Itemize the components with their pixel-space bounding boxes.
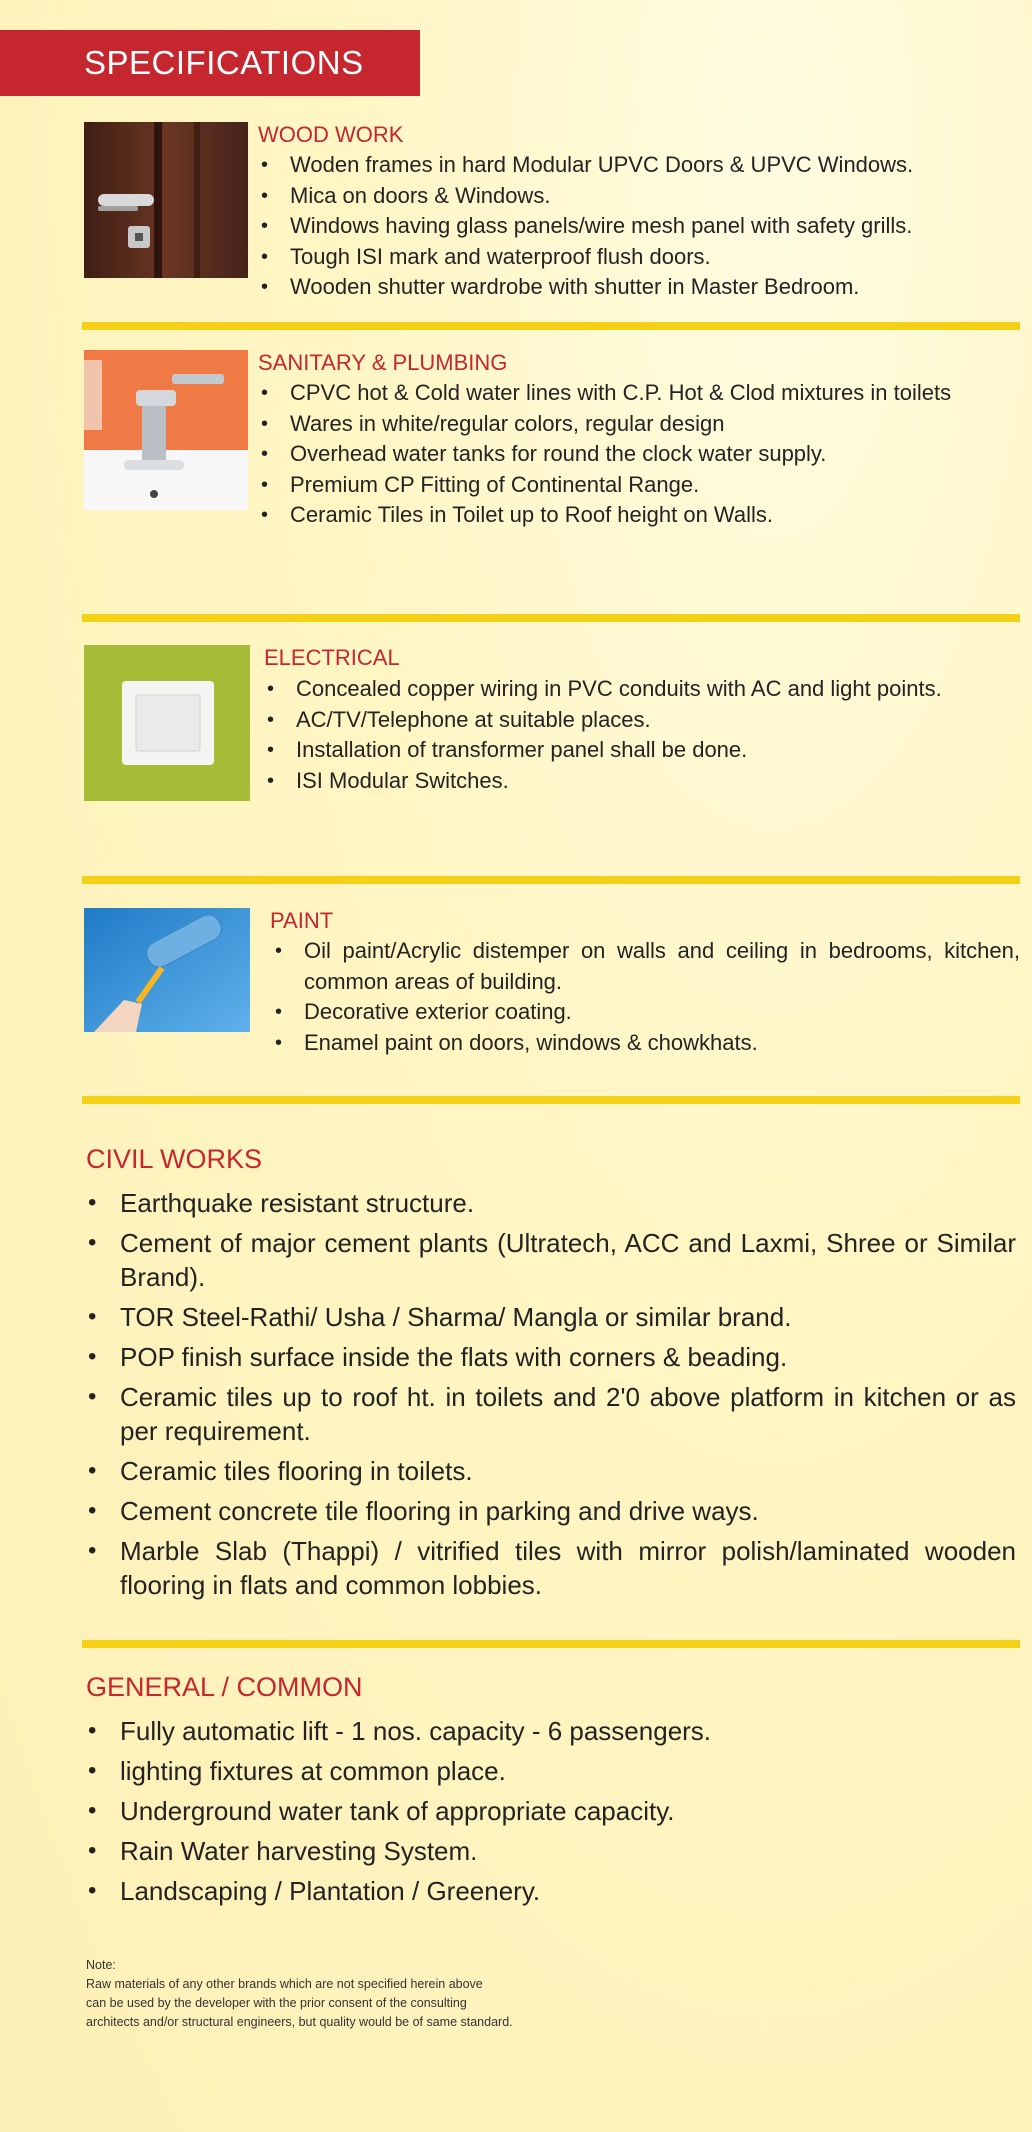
list-item: • ISI Modular Switches.	[264, 766, 1020, 797]
list-item: • POP finish surface inside the flats with corners & beading.	[86, 1340, 1016, 1374]
list-item: • Ceramic tiles up to roof ht. in toilets and 2'0 above platform in kitchen or as per requirement.	[86, 1380, 1016, 1448]
note-line: Raw materials of any other brands which are not specified herein above	[86, 1977, 483, 1991]
list-item: • Woden frames in hard Modular UPVC Doors & UPVC Windows.	[258, 150, 1020, 181]
general-common-list	[86, 1714, 1016, 1914]
list-item: • Wooden shutter wardrobe with shutter in Master Bedroom.	[258, 272, 1020, 303]
list-item: • Enamel paint on doors, windows & chowkhats.	[272, 1028, 1020, 1059]
list-item: • Wares in white/regular colors, regular design	[258, 409, 1020, 440]
paint-title: PAINT	[270, 908, 334, 933]
list-item: • TOR Steel-Rathi/ Usha / Sharma/ Mangla or similar brand.	[86, 1300, 1016, 1334]
note-label: Note:	[86, 1958, 116, 1972]
note-line: can be used by the developer with the prior consent of the consulting	[86, 1996, 467, 2010]
list-item: • Fully automatic lift - 1 nos. capacity - 6 passengers.	[86, 1714, 1016, 1748]
paint-list	[272, 936, 1020, 1058]
section-divider	[82, 322, 1020, 330]
electrical-title: ELECTRICAL	[264, 645, 400, 670]
note-line: architects and/or structural engineers, but quality would be of same standard.	[86, 2015, 513, 2029]
list-item: • Mica on doors & Windows.	[258, 181, 1020, 212]
list-item: • Concealed copper wiring in PVC conduits with AC and light points.	[264, 674, 1020, 705]
list-item: • Decorative exterior coating.	[272, 997, 1020, 1028]
section-divider	[82, 1096, 1020, 1104]
list-item: • CPVC hot & Cold water lines with C.P. Hot & Clod mixtures in toilets	[258, 378, 1020, 409]
list-item: • Cement of major cement plants (Ultratech, ACC and Laxmi, Shree or Similar Brand).	[86, 1226, 1016, 1294]
list-item: • Tough ISI mark and waterproof flush doors.	[258, 242, 1020, 273]
section-divider	[82, 876, 1020, 884]
list-item: • Cement concrete tile flooring in parking and drive ways.	[86, 1494, 1016, 1528]
list-item: • Landscaping / Plantation / Greenery.	[86, 1874, 1016, 1908]
general-common-title: GENERAL / COMMON	[86, 1672, 363, 1702]
list-item: • Installation of transformer panel shall be done.	[264, 735, 1020, 766]
list-item: • Rain Water harvesting System.	[86, 1834, 1016, 1868]
footnote	[86, 1956, 513, 2032]
woodwork-title: WOOD WORK	[258, 122, 404, 147]
civil-works-title: CIVIL WORKS	[86, 1144, 263, 1174]
woodwork-list	[258, 150, 1020, 303]
list-item: • Windows having glass panels/wire mesh panel with safety grills.	[258, 211, 1020, 242]
sanitary-title: SANITARY & PLUMBING	[258, 350, 508, 375]
wood-door-image	[84, 122, 248, 278]
list-item: • Underground water tank of appropriate capacity.	[86, 1794, 1016, 1828]
sanitary-list	[258, 378, 1020, 531]
list-item: • Ceramic Tiles in Toilet up to Roof height on Walls.	[258, 500, 1020, 531]
list-item: • Marble Slab (Thappi) / vitrified tiles with mirror polish/laminated wooden flooring in flats and common lobbies.	[86, 1534, 1016, 1602]
specifications-banner	[0, 30, 420, 96]
section-divider	[82, 1640, 1020, 1648]
page-title: SPECIFICATIONS	[84, 44, 364, 81]
paint-roller-image	[84, 908, 250, 1032]
section-divider	[82, 614, 1020, 622]
list-item: • Oil paint/Acrylic distemper on walls and ceiling in bedrooms, kitchen, common areas of building.	[272, 936, 1020, 997]
list-item: • AC/TV/Telephone at suitable places.	[264, 705, 1020, 736]
switch-image	[84, 645, 250, 801]
civil-works-list	[86, 1186, 1016, 1608]
electrical-list	[264, 674, 1020, 796]
list-item: • lighting fixtures at common place.	[86, 1754, 1016, 1788]
list-item: • Premium CP Fitting of Continental Range.	[258, 470, 1020, 501]
list-item: • Ceramic tiles flooring in toilets.	[86, 1454, 1016, 1488]
list-item: • Earthquake resistant structure.	[86, 1186, 1016, 1220]
list-item: • Overhead water tanks for round the clock water supply.	[258, 439, 1020, 470]
faucet-image	[84, 350, 248, 510]
